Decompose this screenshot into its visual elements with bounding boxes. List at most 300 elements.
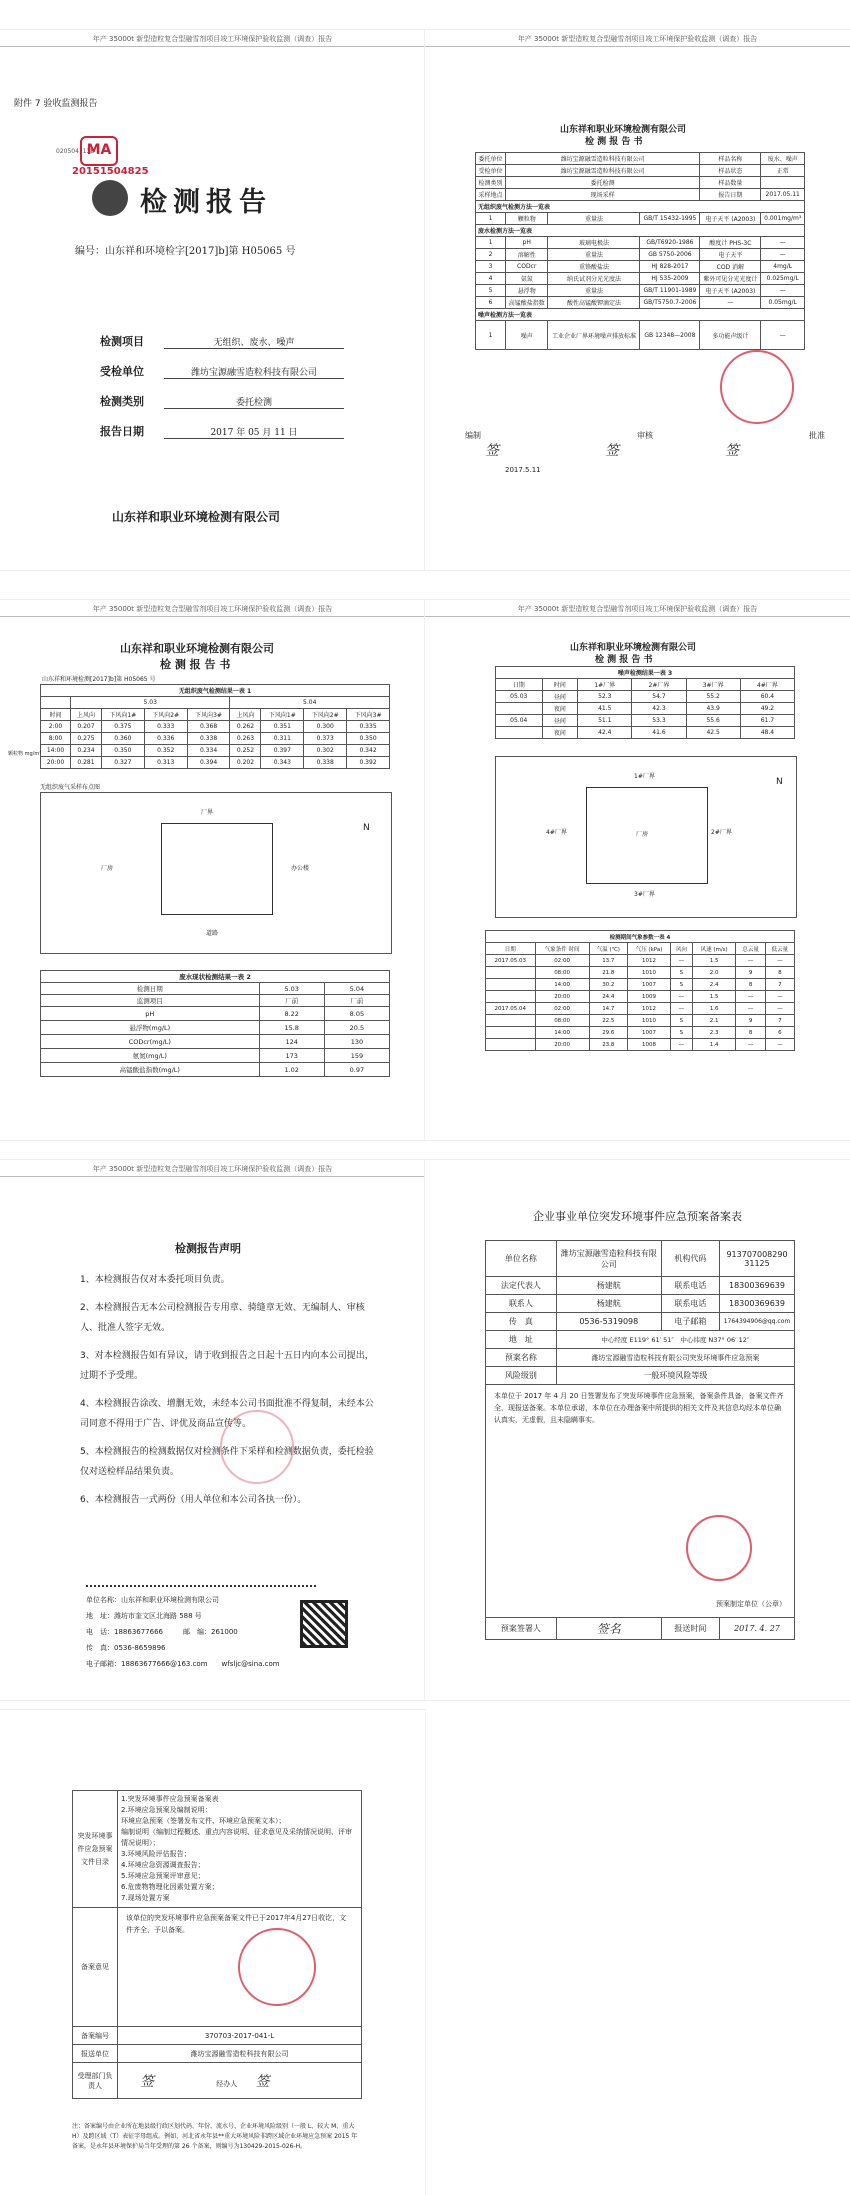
table-cell: —	[761, 237, 805, 249]
page-header: 年产 35000t 新型造粒复合型融雪剂项目竣工环境保护验收监测（调查）报告	[0, 34, 425, 47]
table-cell: 厂前	[324, 995, 389, 1007]
field-value: 2017 年 05 月 11 日	[164, 425, 344, 439]
footnote: 注：备案编号由企业所在地县级行政区划代码、年份、流水号、企业环境风险级别（一般 L、较大 M、重大 H）及跨区域（T）表征字母组成。例如，河北省永年县**重大环境风险非跨区域企业环境应急预案 2015 年备案，是永年县环境保护局当年受理的第 26 个备案，则编号为130429-2015-026-H。	[72, 2123, 358, 2150]
filing-table	[72, 1790, 362, 2099]
table-cell: 7	[765, 979, 794, 991]
table-cell: 气象条件 时间	[535, 943, 589, 955]
table-cell: 工业企业厂界环境噪声排放标准	[548, 321, 640, 350]
contact-label: 电子邮箱：	[86, 1660, 121, 1668]
diagram-tag: 道路	[206, 930, 219, 937]
table-cell: 20.5	[324, 1021, 389, 1035]
table-cell: 1.5	[692, 955, 736, 967]
page-header: 年产 35000t 新型造粒复合型融雪剂项目竣工环境保护验收监测（调查）报告	[425, 34, 850, 47]
report-number: 编号：山东祥和环境检字[2017]b]第 H05065 号	[75, 246, 296, 257]
report-heading: 检 测 报 告 书	[585, 137, 643, 147]
table-row	[486, 943, 795, 955]
handwritten-signature: 签	[140, 2073, 154, 2090]
table-row	[496, 667, 795, 679]
ma-logo-text: MA	[86, 142, 112, 158]
file-item: 3.环境风险评估报告；	[121, 1850, 191, 1858]
table-cell: 气温 (℃)	[589, 943, 627, 955]
table-cell	[761, 177, 805, 189]
table-cell: 20:00	[535, 1039, 589, 1051]
table-cell: 受检单位	[476, 165, 506, 177]
statement-cell	[486, 1385, 795, 1618]
table-cell: 130	[324, 1035, 389, 1049]
table-cell: 8:00	[41, 733, 71, 745]
table-cell: 厂前	[259, 995, 324, 1007]
table-cell: 玻璃电极法	[548, 237, 640, 249]
signature-label: 编制	[465, 431, 481, 440]
table-cell: 电子天平 (A2003)	[700, 213, 761, 225]
report-title: 检测报告	[140, 187, 272, 218]
ma-logo	[80, 136, 118, 166]
table-cell: 0.360	[101, 733, 144, 745]
table-cell: 1012	[628, 955, 671, 967]
table-cell: 潍坊宝源融雪造粒科技有限公司	[506, 165, 700, 177]
field-row	[100, 330, 344, 360]
table-cell: 高锰酸盐指数(mg/L)	[41, 1063, 260, 1077]
table-row	[41, 1063, 390, 1077]
factory-boundary	[161, 823, 273, 915]
table-cell: 02:00	[535, 955, 589, 967]
table-row	[486, 1331, 795, 1349]
table-cell: 1	[476, 237, 506, 249]
table-cell: 样品名称	[700, 153, 761, 165]
table-cell: 溶解性	[506, 249, 548, 261]
table-row	[73, 2063, 362, 2099]
table-row	[41, 1035, 390, 1049]
diagram-caption: 无组织废气采样布点图	[40, 784, 101, 791]
handwritten-signature: 签	[485, 443, 499, 459]
table-cell: 0.342	[347, 745, 390, 757]
table-cell: 检测日期	[41, 983, 260, 995]
table-cell: 酸性高锰酸钾滴定法	[548, 297, 640, 309]
table-cell: 1007	[628, 979, 671, 991]
table-cell: S	[671, 967, 693, 979]
table-row	[486, 1349, 795, 1367]
report-heading: 检 测 报 告 书	[160, 658, 231, 671]
contact-row	[86, 1624, 280, 1640]
table-cell: 时间	[542, 679, 578, 691]
table-cell: 高锰酸盐指数	[506, 297, 548, 309]
table-cell: —	[736, 1039, 765, 1051]
report-results-page	[0, 600, 425, 1140]
date-cell: 5.04	[230, 697, 390, 709]
table-cell: 预案名称	[486, 1349, 557, 1367]
table-cell: 受理部门负责人	[73, 2063, 118, 2099]
table-cell: 悬浮物(mg/L)	[41, 1021, 260, 1035]
table-cell: CODcr	[506, 261, 548, 273]
table-cell: 联系人	[486, 1295, 557, 1313]
table-cell: 173	[259, 1049, 324, 1063]
signature-cell	[118, 2063, 362, 2099]
table-cell: 下风向3#	[187, 709, 230, 721]
statement-item: 2、本检测报告无本公司检测报告专用章、骑缝章无效、无编制人、审核人、批准人签字无效。	[80, 1303, 365, 1333]
diagram-tag: 4#厂界	[546, 829, 567, 836]
table-cell: 0.336	[144, 733, 187, 745]
table-cell: —	[765, 1003, 794, 1015]
table-cell: 0.368	[187, 721, 230, 733]
table-cell: 酸度计 PHS-3C	[700, 237, 761, 249]
table-row	[496, 679, 795, 691]
table-cell: 08:00	[535, 967, 589, 979]
table-cell: 52.3	[578, 691, 632, 703]
table-row	[476, 237, 805, 249]
statement-item: 6、本检测报告一式两份（用人单位和本公司各执一份）。	[80, 1495, 307, 1505]
table-cell: 潍坊宝源融雪造粒科技有限公司突发环境事件应急预案	[556, 1349, 794, 1367]
sampling-diagram	[40, 792, 392, 954]
table-cell: 41.6	[632, 727, 686, 739]
table-cell: 单位名称	[486, 1241, 557, 1277]
table-cell: 机构代码	[661, 1241, 719, 1277]
opinion-cell	[118, 1908, 362, 2027]
table-cell: 6	[765, 1027, 794, 1039]
contact-value: 261000	[211, 1628, 238, 1636]
table-cell: 噪声	[506, 321, 548, 350]
north-arrow-icon: N	[363, 823, 370, 833]
table-cell: 0.373	[304, 733, 347, 745]
table-cell: 正常	[761, 165, 805, 177]
company-heading: 山东祥和职业环境检测有限公司	[560, 125, 687, 135]
table-cell: pH	[41, 1007, 260, 1021]
record-filing-page	[0, 1710, 425, 2195]
table-cell: HJ 828-2017	[640, 261, 700, 273]
table-row	[496, 691, 795, 703]
table-cell: —	[761, 285, 805, 297]
cert-number: 20151504825	[72, 166, 149, 177]
table-cell: 2.1	[692, 1015, 736, 1027]
table-cell: 昼间	[542, 715, 578, 727]
field-value: 潍坊宝源融雪造粒科技有限公司	[164, 365, 344, 379]
contact-row	[86, 1592, 280, 1608]
contact-row	[86, 1640, 280, 1656]
section-row	[476, 309, 805, 321]
table-cell: —	[736, 955, 765, 967]
table-cell: 纳氏试剂分光光度法	[548, 273, 640, 285]
table-cell: 14:00	[535, 1027, 589, 1039]
section-title: 噪声检测方法一览表	[476, 309, 805, 321]
table-cell: 样品状态	[700, 165, 761, 177]
table-cell: 1.6	[692, 1003, 736, 1015]
statement-item: 5、本检测报告的检测数据仅对检测条件下采样和检测数据负责，委托检验仅对送检样品结果负责。	[80, 1447, 374, 1477]
noise-table	[495, 666, 795, 739]
signature-label: 审核	[637, 431, 653, 440]
table-cell: 潍坊宝源融雪造粒科技有限公司	[556, 1241, 661, 1277]
table-cell: 1.02	[259, 1063, 324, 1077]
page-header: 年产 35000t 新型造粒复合型融雪剂项目竣工环境保护验收监测（调查）报告	[0, 604, 425, 617]
table-cell: 0.275	[70, 733, 101, 745]
table-row	[41, 745, 390, 757]
table-cell: 1008	[628, 1039, 671, 1051]
field-label: 检测项目	[100, 335, 144, 348]
table-cell: 低云量	[765, 943, 794, 955]
table-row	[496, 703, 795, 715]
contact-value: 潍坊市奎文区北海路 588 号	[114, 1612, 202, 1620]
table-cell: 49.2	[740, 703, 794, 715]
table-cell: 2.3	[692, 1027, 736, 1039]
noise-diagram	[495, 756, 797, 918]
table-cell: 0.334	[187, 745, 230, 757]
field-value: 无组织、废水、噪声	[164, 335, 344, 349]
table-cell: 4mg/L	[761, 261, 805, 273]
table-cell: —	[765, 955, 794, 967]
table-cell: 报送时间	[661, 1618, 719, 1640]
table-cell: 0.202	[230, 757, 261, 769]
table-cell: 1.4	[692, 1039, 736, 1051]
table-cell: —	[671, 955, 693, 967]
field-label: 检测类别	[100, 395, 144, 408]
table-row	[476, 321, 805, 350]
table-row	[73, 1908, 362, 2027]
table-cell: 8	[736, 1027, 765, 1039]
table-row	[486, 991, 795, 1003]
table-cell: 42.4	[578, 727, 632, 739]
table-cell	[486, 967, 536, 979]
table-cell: 0.025mg/L	[761, 273, 805, 285]
table-cell: 0.327	[101, 757, 144, 769]
section-title: 废水检测方法一览表	[476, 225, 805, 237]
table-cell: —	[671, 1003, 693, 1015]
table-cell: 15.8	[259, 1021, 324, 1035]
file-item: 2.环境应急预案及编制说明：	[121, 1806, 212, 1814]
table-row	[486, 1015, 795, 1027]
table-row	[486, 931, 795, 943]
table-cell: 杨建航	[556, 1277, 661, 1295]
table-cell: 3#厂界	[686, 679, 740, 691]
signer-signature: 签名	[556, 1618, 661, 1640]
table-row	[486, 1618, 795, 1640]
issuer-company: 山东祥和职业环境检测有限公司	[112, 510, 281, 524]
table-row	[476, 261, 805, 273]
table-cell: 24.4	[589, 991, 627, 1003]
table-row	[486, 1313, 795, 1331]
table-cell: 7	[765, 1015, 794, 1027]
table-cell: 42.3	[632, 703, 686, 715]
report-statement-page	[0, 1160, 425, 1700]
table-cell: 重量法	[548, 285, 640, 297]
table-cell: 0.397	[261, 745, 304, 757]
attachment-label: 附件 7 验收监测报告	[14, 99, 98, 109]
section-title: 无组织废气检测方法一览表	[476, 201, 805, 213]
table-cell: —	[761, 249, 805, 261]
diagram-tag: 1#厂界	[634, 773, 655, 780]
table-title: 噪声检测结果一表 3	[496, 667, 795, 679]
table-cell: 1.5	[692, 991, 736, 1003]
table-cell: 1#厂界	[578, 679, 632, 691]
table-cell: 20:00	[41, 757, 71, 769]
table-cell: 电子天平	[700, 249, 761, 261]
table-cell: 0.375	[101, 721, 144, 733]
contact-label: 传 真：	[86, 1644, 114, 1652]
time-header: 时间	[41, 709, 71, 721]
table-cell: 0.343	[261, 757, 304, 769]
table-row	[476, 189, 805, 201]
company-seal	[686, 1515, 752, 1581]
field-label: 报告日期	[100, 425, 144, 438]
table-cell: 昼间	[542, 691, 578, 703]
agency-seal	[238, 1928, 316, 2006]
qr-code-icon	[300, 1600, 348, 1648]
handwritten-date: 2017. 4. 27	[720, 1618, 795, 1640]
company-seal	[720, 350, 794, 424]
table-cell: 20:00	[535, 991, 589, 1003]
table-cell: 4#厂界	[740, 679, 794, 691]
contact-label: 单位名称：	[86, 1596, 121, 1604]
table-row	[486, 1367, 795, 1385]
table-cell: 8.05	[324, 1007, 389, 1021]
table-cell: 1010	[628, 967, 671, 979]
field-label: 受检单位	[100, 365, 144, 378]
table-cell: 48.4	[740, 727, 794, 739]
table-title: 废水现状检测结果一表 2	[41, 971, 390, 983]
table-cell: 05.04	[496, 715, 543, 727]
field-row	[100, 390, 344, 420]
table-cell: 2017.05.04	[486, 1003, 536, 1015]
table-cell: 1764394906@qq.com	[720, 1313, 795, 1331]
table-row	[486, 1027, 795, 1039]
table-cell: 55.2	[686, 691, 740, 703]
report-method-page	[425, 30, 850, 570]
report-heading: 检 测 报 告 书	[595, 655, 653, 665]
contact-row	[86, 1656, 280, 1672]
diagram-tag: 厂房	[101, 865, 114, 872]
table-row	[486, 1039, 795, 1051]
table-cell: 0.97	[324, 1063, 389, 1077]
table-cell: 1	[476, 213, 506, 225]
signature-label: 批准	[809, 431, 825, 440]
table-cell: 总云量	[736, 943, 765, 955]
table-cell: 21.8	[589, 967, 627, 979]
table-cell: 0.302	[304, 745, 347, 757]
table-cell: COD 消解	[700, 261, 761, 273]
contact-label: 邮 编：	[183, 1628, 211, 1636]
table-cell: S	[671, 1027, 693, 1039]
file-item: 7.现场处置方案	[121, 1894, 170, 1902]
table-cell: 0.350	[347, 733, 390, 745]
air-table	[40, 684, 390, 769]
table-cell	[486, 1015, 536, 1027]
emergency-plan-record-page	[425, 1160, 850, 1700]
statement-item: 3、对本检测报告如有异议，请于收到报告之日起十五日内向本公司提出，过期不予受理。	[80, 1351, 374, 1381]
table-row	[496, 727, 795, 739]
table-cell: GB/T6920-1986	[640, 237, 700, 249]
table-cell: 2.0	[692, 967, 736, 979]
diagram-tag: 厂房	[636, 831, 649, 838]
table-cell: —	[765, 991, 794, 1003]
table-cell: S	[671, 1015, 693, 1027]
table-cell: GB 5750-2006	[640, 249, 700, 261]
field-row	[100, 420, 344, 450]
file-item: 5.环境应急预案评审意见；	[121, 1872, 205, 1880]
table-row	[41, 685, 390, 697]
table-cell: 0.392	[347, 757, 390, 769]
table-row	[41, 721, 390, 733]
table-cell: S	[671, 979, 693, 991]
field-row	[100, 360, 344, 390]
table-row	[476, 165, 805, 177]
table-cell: 55.6	[686, 715, 740, 727]
table-cell: 124	[259, 1035, 324, 1049]
table-cell: 潍坊宝源融雪造粒科技有限公司	[506, 153, 700, 165]
table-row	[486, 955, 795, 967]
table-cell: 上风向	[230, 709, 261, 721]
table-cell: 检测类别	[476, 177, 506, 189]
page-header: 年产 35000t 新型造粒复合型融雪剂项目竣工环境保护验收监测（调查）报告	[425, 604, 850, 617]
table-cell: 13.7	[589, 955, 627, 967]
table-cell: 0.333	[144, 721, 187, 733]
table-cell: 杨建航	[556, 1295, 661, 1313]
page-header: 年产 35000t 新型造粒复合型融雪剂项目竣工环境保护验收监测（调查）报告	[0, 1164, 425, 1177]
small-code: 0205041138	[56, 148, 95, 155]
table-cell: 2.4	[692, 979, 736, 991]
table-cell: 2#厂界	[632, 679, 686, 691]
file-list-cell	[118, 1791, 362, 1908]
file-item: 编制说明（编制过程概述、重点内容说明、征求意见及采纳情况说明、评审情况说明）；	[121, 1828, 352, 1847]
north-arrow-icon: N	[776, 777, 783, 787]
table-cell: 5	[476, 285, 506, 297]
statement-item: 1、本检测报告仅对本委托项目负责。	[80, 1275, 230, 1285]
table-cell: 41.5	[578, 703, 632, 715]
seal-caption: 预案制定单位（公章）	[716, 1600, 786, 1608]
table-cell: 联系电话	[661, 1277, 719, 1295]
table-cell: 多功能声级计	[700, 321, 761, 350]
table-cell: —	[736, 1003, 765, 1015]
diagram-tag: 办公楼	[291, 865, 310, 872]
table-cell: 5.03	[259, 983, 324, 995]
statement-title: 检测报告声明	[175, 1242, 241, 1255]
table-cell: 1	[476, 321, 506, 350]
table-cell: 0.252	[230, 745, 261, 757]
table-cell: 氨氮(mg/L)	[41, 1049, 260, 1063]
table-cell: 08:00	[535, 1015, 589, 1027]
statement-text: 本单位于 2017 年 4 月 20 日签署发布了突发环境事件应急预案，备案条件具备，备案文件齐全，现报送备案。本单位承诺，本单位在办理备案中所提供的相关文件及其信息均经本单位确认真实，无虚假，且未隐瞒事实。	[494, 1392, 784, 1424]
table-cell: 重铬酸盐法	[548, 261, 640, 273]
table-cell: 0.311	[261, 733, 304, 745]
file-item: 环境应急预案（签署发布文件、环境应急预案文本）；	[121, 1817, 286, 1825]
table-row	[486, 1241, 795, 1277]
table-row	[486, 1295, 795, 1313]
statement-item: 4、本检测报告涂改、增删无效，未经本公司书面批准不得复制，未经本公司同意不得用于广告、评优及商品宣传等。	[80, 1399, 374, 1429]
contact-value: wfsljc@sina.com	[221, 1660, 280, 1668]
table-cell: 委托检测	[506, 177, 700, 189]
table-cell: 30.2	[589, 979, 627, 991]
table-cell: 14:00	[535, 979, 589, 991]
table-cell: 370703-2017-041-L	[118, 2027, 362, 2045]
table-cell: 备案意见	[73, 1908, 118, 2027]
table-cell: 2:00	[41, 721, 71, 733]
table-cell: 上风向	[70, 709, 101, 721]
table-row	[486, 1385, 795, 1618]
table-cell	[486, 1027, 536, 1039]
table-cell: —	[736, 991, 765, 1003]
table-row	[41, 1007, 390, 1021]
report-noise-page	[425, 600, 850, 1140]
table-cell: 一般环境风险等级	[556, 1367, 794, 1385]
section-row	[476, 201, 805, 213]
table-cell: 3	[476, 261, 506, 273]
table-cell: 53.3	[632, 715, 686, 727]
table-cell: 法定代表人	[486, 1277, 557, 1295]
table-cell: 0.300	[304, 721, 347, 733]
table-cell: 预案签署人	[486, 1618, 557, 1640]
table-row	[476, 297, 805, 309]
divider	[86, 1585, 316, 1587]
table-cell: 18300369639	[720, 1295, 795, 1313]
file-item: 1.突发环境事件应急预案备案表	[121, 1795, 219, 1803]
table-cell: 0.05mg/L	[761, 297, 805, 309]
table-cell: GB/T 11901-1989	[640, 285, 700, 297]
